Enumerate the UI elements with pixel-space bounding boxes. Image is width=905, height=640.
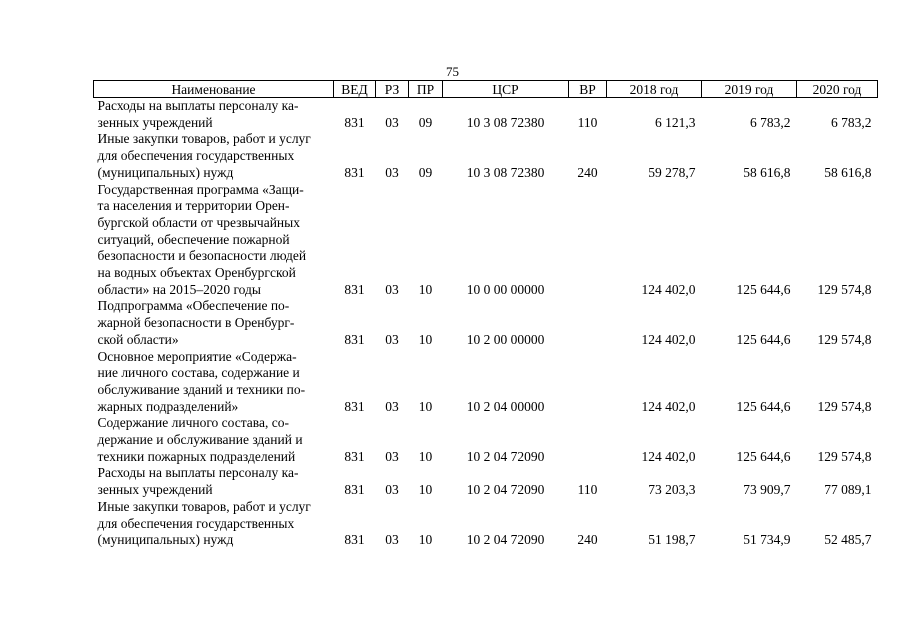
row-2019-amount: 125 644,6 (736, 448, 791, 464)
row-2018-amount: 73 203,3 (648, 482, 696, 498)
row-name: Иные закупки товаров, работ и услуг для обеспечения государственных (муниципальных) нужд (97, 498, 311, 548)
row-name: Государственная программа «Защи- та населения и территории Орен- бургской области от чрезвычайных ситуаций, обеспечение пожарной безопасности и безопасности людей на водных объектах Оренбургской области» на 2015–2020 годы (97, 181, 307, 297)
row-2020-amount: 52 485,7 (824, 532, 872, 548)
row-vr: 110 (577, 482, 598, 498)
row-2019-amount: 73 909,7 (743, 482, 791, 498)
row-2018-amount: 124 402,0 (641, 281, 696, 297)
row-2020-amount: 77 089,1 (824, 482, 872, 498)
table-row (94, 465, 878, 498)
row-2019-amount: 58 616,8 (743, 164, 791, 180)
row-rz: 03 (385, 532, 399, 548)
page-number: 75 (446, 64, 459, 79)
row-2018-amount: 124 402,0 (641, 448, 696, 464)
row-csr: 10 2 04 72090 (466, 482, 545, 498)
row-pr: 10 (418, 532, 433, 548)
row-2018-amount: 51 198,7 (648, 532, 696, 548)
table-row (94, 98, 878, 132)
table-row (94, 499, 878, 549)
row-name: Расходы на выплаты персоналу ка- зенных учреждений (97, 98, 299, 130)
row-vr: 240 (577, 532, 598, 548)
row-pr: 10 (418, 448, 433, 464)
row-csr: 10 2 04 00000 (466, 398, 545, 414)
row-2020-amount: 58 616,8 (824, 164, 872, 180)
row-ved: 831 (344, 164, 365, 180)
row-csr: 10 2 04 72090 (466, 448, 545, 464)
col-header-pr: ПР (409, 81, 443, 98)
row-pr: 10 (418, 398, 433, 414)
col-header-ved: ВЕД (334, 81, 376, 98)
row-rz: 03 (385, 398, 399, 414)
row-csr: 10 2 04 72090 (466, 532, 545, 548)
row-name: Подпрограмма «Обеспечение по- жарной безопасности в Оренбург- ской области» (97, 298, 295, 347)
row-vr (569, 349, 607, 416)
row-name: Основное мероприятие «Содержа- ние личного состава, содержание и обслуживание зданий и техники по- жарных подразделений» (97, 348, 306, 414)
row-ved: 831 (344, 114, 365, 130)
row-vr (569, 182, 607, 299)
row-2018-amount: 124 402,0 (641, 331, 696, 347)
row-rz: 03 (385, 281, 399, 297)
row-rz: 03 (385, 164, 399, 180)
col-header-vr: ВР (569, 81, 607, 98)
row-pr: 09 (418, 114, 433, 130)
row-2019-amount: 51 734,9 (743, 532, 791, 548)
row-pr: 10 (418, 331, 433, 347)
row-vr: 240 (577, 164, 598, 180)
row-ved: 831 (344, 532, 365, 548)
row-rz: 03 (385, 114, 399, 130)
col-header-name: Наименование (94, 81, 334, 98)
budget-table (93, 80, 878, 549)
col-header-csr: ЦСР (443, 81, 569, 98)
table-row (94, 349, 878, 416)
row-ved: 831 (344, 482, 365, 498)
header-row (94, 81, 878, 98)
table-row (94, 415, 878, 465)
row-2019-amount: 125 644,6 (736, 281, 791, 297)
col-header-2018: 2018 год (607, 81, 702, 98)
table-row (94, 131, 878, 181)
row-name: Иные закупки товаров, работ и услуг для обеспечения государственных (муниципальных) нужд (97, 131, 311, 180)
row-ved: 831 (344, 448, 365, 464)
row-2019-amount: 6 783,2 (750, 114, 791, 130)
row-2018-amount: 6 121,3 (655, 114, 696, 130)
row-csr: 10 0 00 00000 (466, 281, 545, 297)
row-ved: 831 (344, 398, 365, 414)
col-header-2020: 2020 год (797, 81, 878, 98)
row-vr (569, 298, 607, 348)
row-vr: 110 (577, 114, 598, 130)
row-name: Расходы на выплаты персоналу ка- зенных учреждений (97, 465, 299, 498)
row-2020-amount: 129 574,8 (817, 398, 872, 414)
row-csr: 10 3 08 72380 (466, 114, 545, 130)
table-row (94, 182, 878, 299)
row-vr (569, 415, 607, 465)
row-2018-amount: 124 402,0 (641, 398, 696, 414)
row-pr: 10 (418, 482, 433, 498)
row-2020-amount: 129 574,8 (817, 331, 872, 347)
row-2018-amount: 59 278,7 (648, 164, 696, 180)
row-2020-amount: 129 574,8 (817, 448, 872, 464)
row-2020-amount: 129 574,8 (817, 281, 872, 297)
row-name: Содержание личного состава, со- держание и обслуживание зданий и техники пожарных подразделений (97, 415, 303, 464)
row-csr: 10 2 00 00000 (466, 331, 545, 347)
row-ved: 831 (344, 331, 365, 347)
row-pr: 09 (418, 164, 433, 180)
row-2020-amount: 6 783,2 (831, 114, 872, 130)
col-header-rz: РЗ (376, 81, 409, 98)
row-pr: 10 (418, 281, 433, 297)
row-rz: 03 (385, 482, 399, 498)
row-rz: 03 (385, 331, 399, 347)
row-2019-amount: 125 644,6 (736, 398, 791, 414)
col-header-2019: 2019 год (702, 81, 797, 98)
table-row (94, 298, 878, 348)
row-csr: 10 3 08 72380 (466, 164, 545, 180)
row-rz: 03 (385, 448, 399, 464)
row-2019-amount: 125 644,6 (736, 331, 791, 347)
row-ved: 831 (344, 281, 365, 297)
